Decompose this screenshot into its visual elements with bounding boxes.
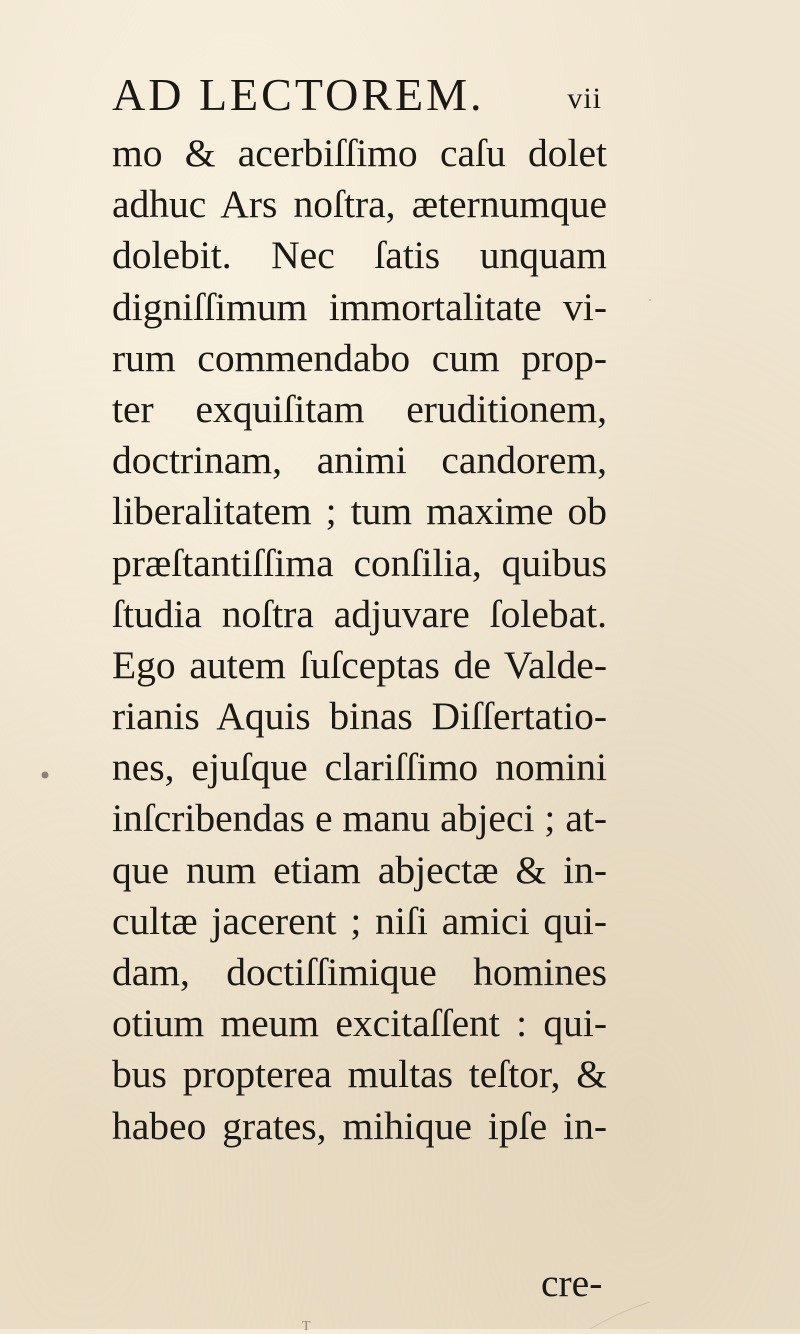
text-line: Ego autem ſuſceptas de Valde- xyxy=(112,642,607,687)
text-line: inſcribendas e manu abjeci ; at- xyxy=(112,796,607,841)
text-line: habeo grates, mihique ipſe in- xyxy=(112,1103,607,1148)
page-number: vii xyxy=(567,82,602,115)
text-line: dolebit. Nec ſatis unquam xyxy=(112,233,607,278)
text-line: digniſſimum immortalitate vi- xyxy=(112,284,607,329)
text-line: ſtudia noſtra adjuvare ſolebat. xyxy=(112,591,607,636)
catchword: cre- xyxy=(541,1261,603,1305)
body-text xyxy=(112,128,607,1152)
text-line: rianis Aquis binas Diſſertatio- xyxy=(112,694,607,739)
text-line: doctrinam, animi candorem, xyxy=(112,438,607,483)
signature-mark: T xyxy=(302,1319,311,1334)
text-line: liberalitatem ; tum maxime ob xyxy=(112,489,607,534)
text-line: adhuc Ars noſtra, æternumque xyxy=(112,182,607,227)
text-line: rum commendabo cum prop- xyxy=(112,335,607,380)
text-line: que num etiam abjectæ & in- xyxy=(112,847,607,892)
text-line: mo & acerbiſſimo caſu dolet xyxy=(112,131,607,175)
running-head xyxy=(112,70,602,120)
text-line: præſtantiſſima conſilia, quibus xyxy=(112,540,607,585)
text-line: cultæ jacerent ; niſi amici qui- xyxy=(112,898,607,943)
text-line: bus propterea multas teſtor, & xyxy=(112,1052,607,1097)
running-head-title: AD LECTOREM. xyxy=(112,69,485,120)
text-line: dam, doctiſſimique homines xyxy=(112,950,607,994)
text-line: otium meum excitaſſent : qui- xyxy=(112,1001,607,1046)
text-line: ter exquiſitam eruditionem, xyxy=(112,386,607,431)
text-line: nes, ejuſque clariſſimo nomini xyxy=(112,745,607,790)
